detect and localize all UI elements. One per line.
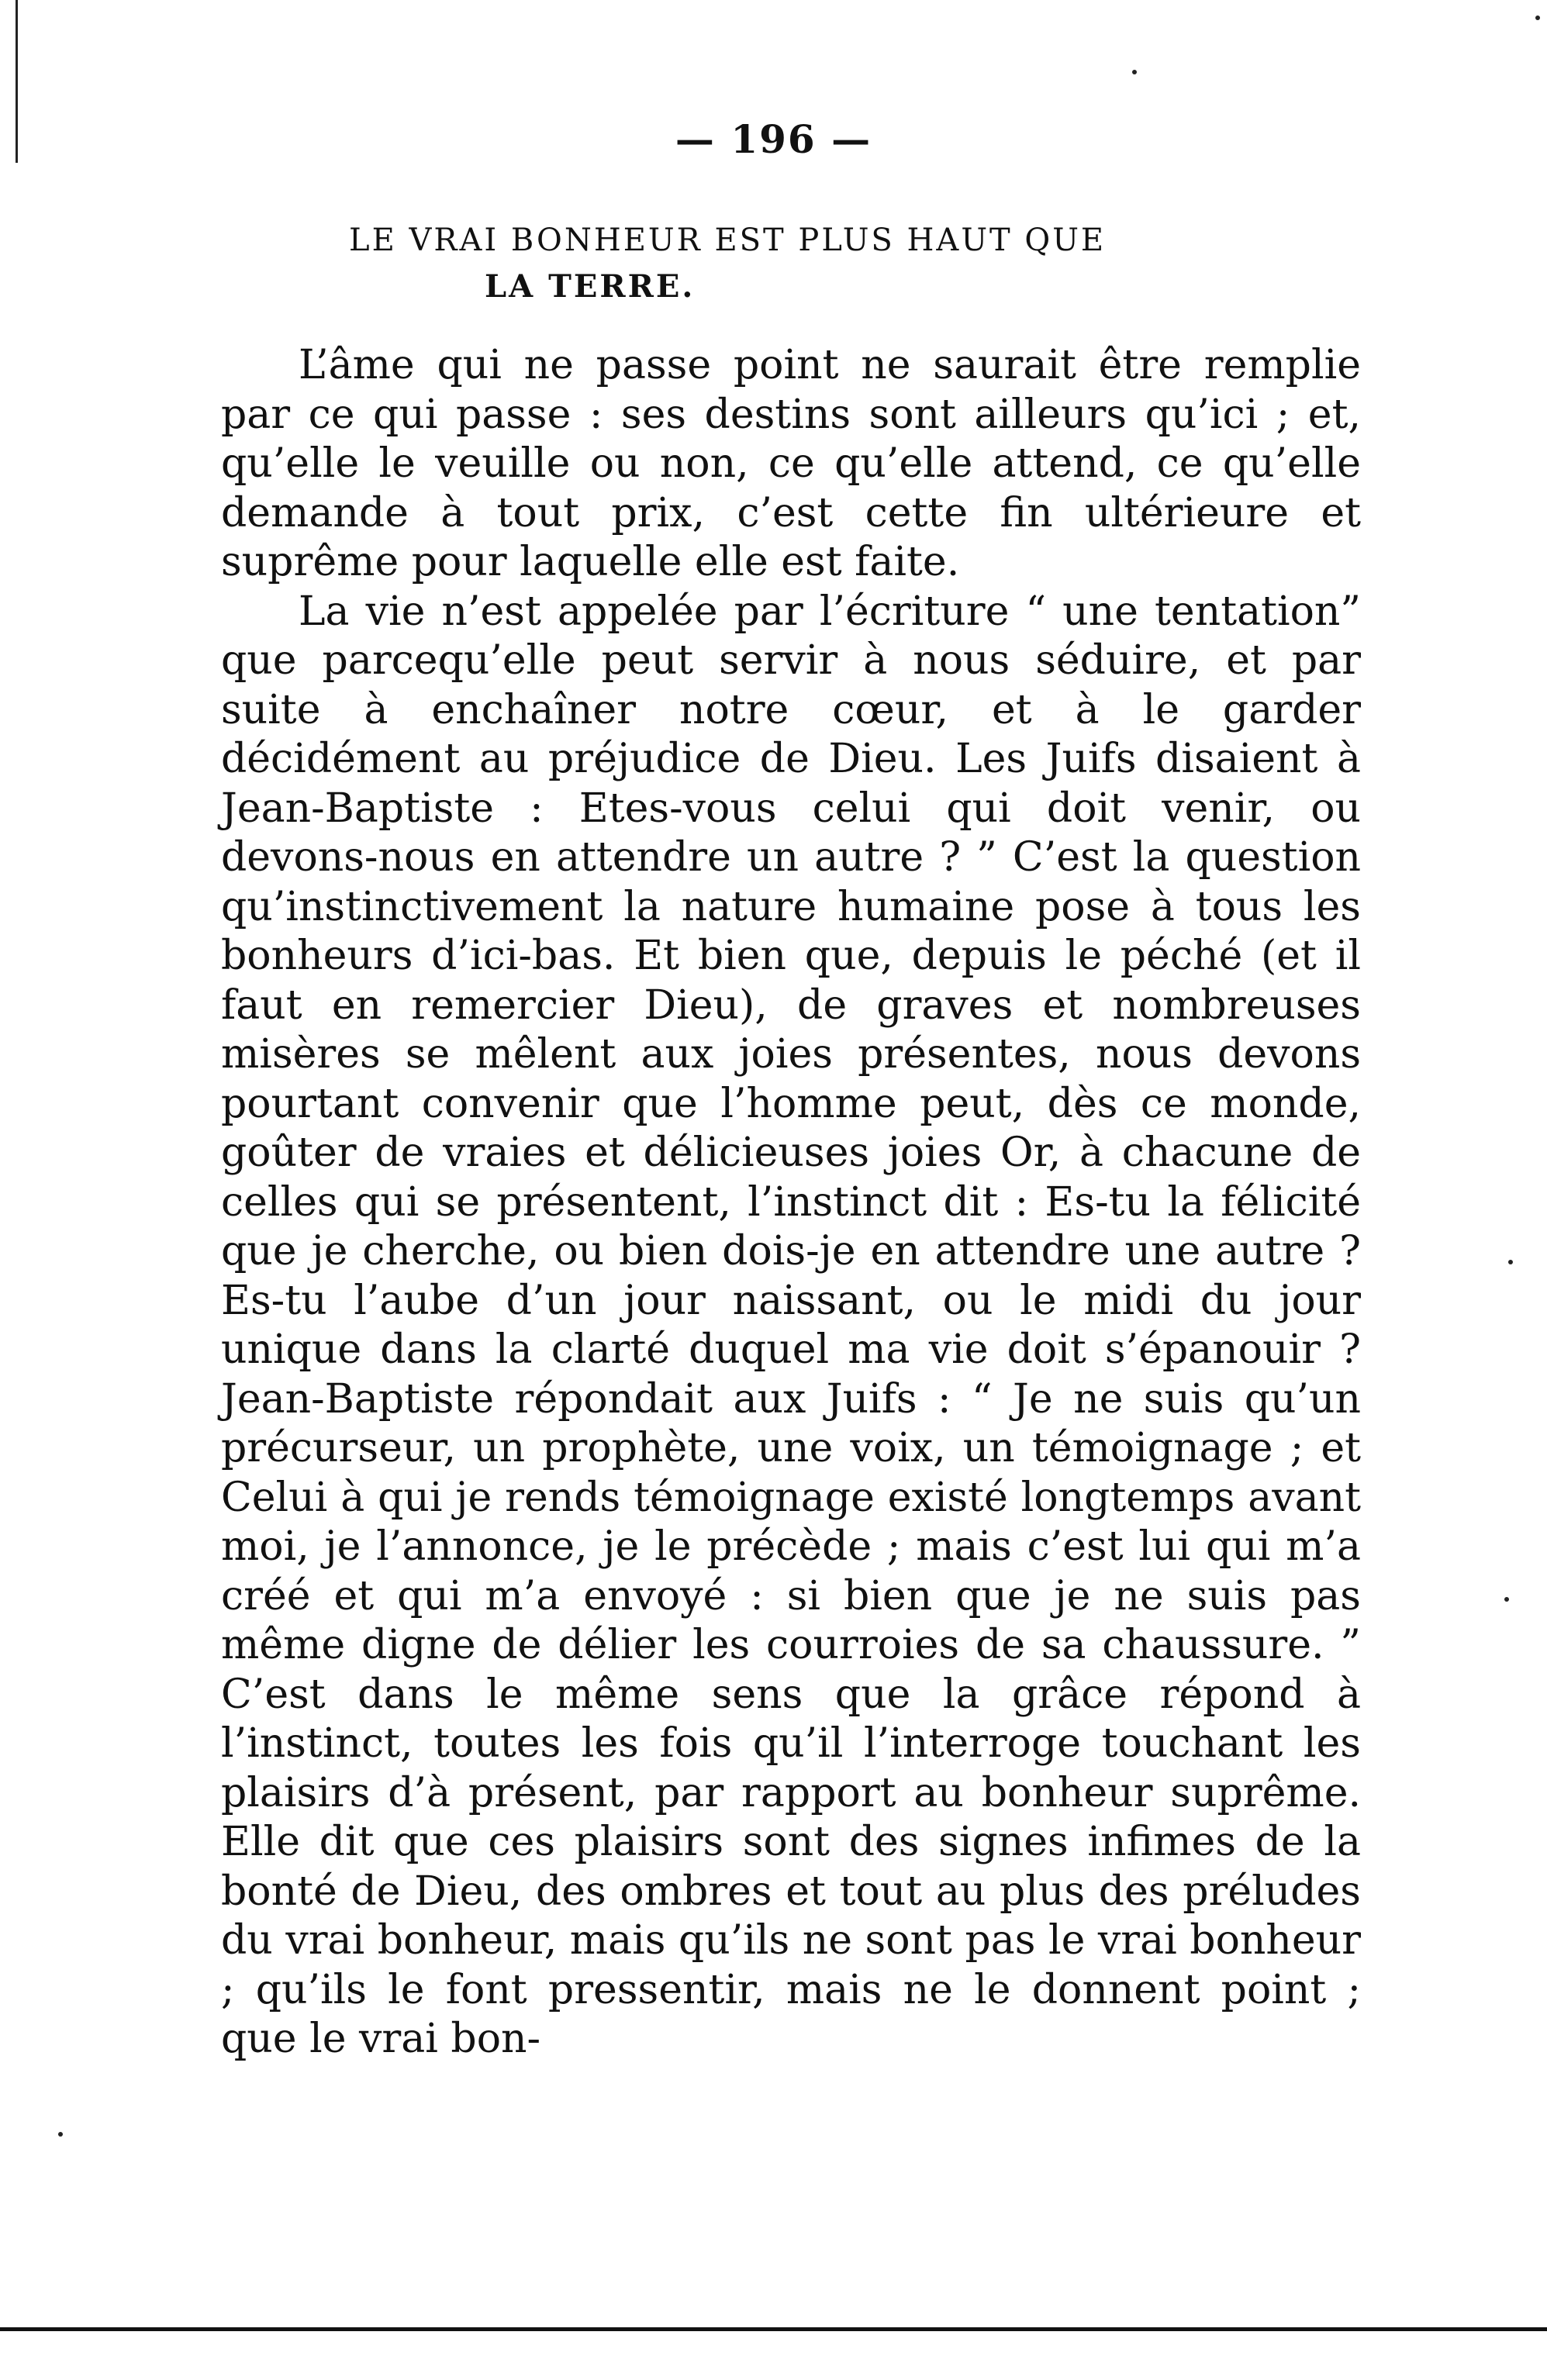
section-heading-line-2: LA TERRE. [485, 268, 696, 305]
paragraph-2: La vie n’est appelée par l’écriture “ une tentation” que parcequ’elle peut servir à nous séduire, et par suite à enchaîner notre cœur, et à le garder décidément au préjudice de Dieu. Les Juifs disaient à Jean-Baptiste : Etes-vous celui qui doit venir, ou devons-nous en attendre un autre ? ” C’est la question qu’instinctivement la nature humaine pose à tous les bonheurs d’ici-bas. Et bien que, depuis le péché (et il faut en remercier Dieu), de graves et nombreuses misères se mêlent aux joies présentes, nous devons pourtant convenir que l’homme peut, dès ce monde, goûter de vraies et délicieuses joies Or, à chacune de celles qui se présentent, l’instinct dit : Es-tu la félicité que je cherche, ou bien dois-je en attendre une autre ? Es-tu l’aube d’un jour naissant, ou le midi du jour unique dans la clarté duquel ma vie doit s’épanouir ? Jean-Baptiste répondait aux Juifs : “ Je ne suis qu’un précurseur, un prophète, une voix, un témoignage ; et Celui à qui je rends témoignage existé longtemps avant moi, je l’annonce, je le précède ; mais c’est lui qui m’a créé et qui m’a envoyé : si bien que je ne suis pas même digne de délier les courroies de sa chaussure. ” C’est dans le même sens que la grâce répond à l’instinct, toutes les fois qu’il l’interroge touchant les plaisirs d’à présent, par rapport au bonheur suprême. Elle dit que ces plaisirs sont des signes infimes de la bonté de Dieu, des ombres et tout au plus des préludes du vrai bonheur, mais qu’ils ne sont pas le vrai bonheur ; qu’ils le font pressentir, mais ne le donnent point ; que le vrai bon- [221, 588, 1361, 2062]
scan-speck [1508, 1260, 1513, 1264]
scan-speck [58, 2132, 63, 2137]
scan-speck [1535, 16, 1540, 20]
page-number: — 196 — [675, 116, 872, 162]
scan-speck [1504, 1597, 1509, 1602]
page-bottom-edge [0, 2327, 1547, 2331]
section-heading-line-1: LE VRAI BONHEUR EST PLUS HAUT QUE [349, 222, 1107, 258]
scan-speck [1132, 70, 1137, 74]
section-heading [333, 217, 1357, 310]
body-text [221, 341, 1361, 2064]
paragraph-1: L’âme qui ne passe point ne saurait être remplie par ce qui passe : ses destins sont ailleurs qu’ici ; et, qu’elle le veuille ou non, ce qu’elle attend, ce qu’elle demande à tout prix, c’est cette fin ultérieure et suprême pour laquelle elle est faite. [221, 342, 1361, 585]
